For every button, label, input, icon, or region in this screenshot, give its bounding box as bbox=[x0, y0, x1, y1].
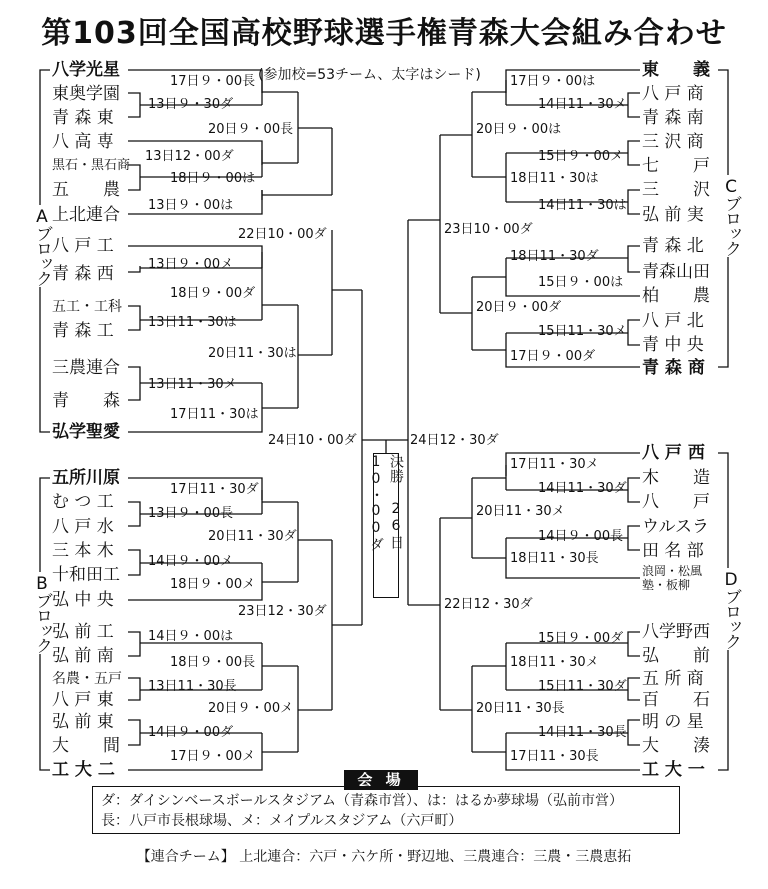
match-label: 20日９・00ダ bbox=[476, 300, 562, 315]
match-label: 17日11・30長 bbox=[510, 749, 599, 764]
match-label: 13日11・30長 bbox=[148, 679, 237, 694]
match-label: 24日12・30ダ bbox=[410, 433, 499, 448]
match-label: 15日11・30メ bbox=[538, 324, 627, 339]
team-right: 田 名 部 bbox=[642, 541, 704, 561]
team-right: 青 森 商 bbox=[642, 358, 705, 378]
team-left: 弘 前 東 bbox=[52, 712, 114, 732]
venue-line-1: ダ：ダイシンベースボールスタジアム（青森市営）、は：はるか夢球場（弘前市営） bbox=[101, 793, 623, 809]
match-label: 13日11・30は bbox=[148, 315, 237, 330]
match-label: 18日11・30メ bbox=[510, 655, 599, 670]
match-label: 22日12・30ダ bbox=[444, 597, 533, 612]
match-label: 17日11・30ダ bbox=[170, 482, 259, 497]
team-right: 八 戸 西 bbox=[642, 443, 705, 463]
team-left: む つ 工 bbox=[52, 492, 114, 512]
match-label: 13日11・30メ bbox=[148, 377, 237, 392]
match-label: 23日12・30ダ bbox=[238, 604, 327, 619]
match-label: 15日11・30ダ bbox=[538, 679, 627, 694]
match-label: 13日12・00ダ bbox=[145, 149, 234, 164]
venue-legend bbox=[92, 786, 680, 834]
match-label: 17日11・30は bbox=[170, 407, 259, 422]
match-label: 15日９・00ダ bbox=[538, 631, 624, 646]
match-label: 20日11・30は bbox=[208, 346, 297, 361]
final-match-box: 決勝 26日 10・00ダ bbox=[373, 453, 399, 598]
match-label: 15日９・00は bbox=[538, 275, 624, 290]
team-left: 東奥学園 bbox=[52, 84, 120, 104]
team-left: 青 森 東 bbox=[52, 108, 114, 128]
team-left: 青 森 西 bbox=[52, 264, 114, 284]
page-title: 第103回全国高校野球選手権青森大会組み合わせ bbox=[41, 16, 727, 51]
match-label: 20日11・30ダ bbox=[208, 529, 297, 544]
team-left: 大 間 bbox=[52, 736, 120, 756]
team-right: 木 造 bbox=[642, 468, 710, 488]
team-left: 五工・工科 bbox=[52, 299, 122, 315]
subtitle: (参加校=53チーム、太字はシード) bbox=[258, 67, 481, 83]
team-left: 八 戸 水 bbox=[52, 517, 114, 537]
team-right: 三 沢 bbox=[642, 180, 710, 200]
block-a-label: Aブロック bbox=[30, 205, 55, 287]
team-right: ウルスラ bbox=[642, 517, 709, 537]
match-label: 20日９・00メ bbox=[208, 701, 294, 716]
match-label: 17日９・00メ bbox=[170, 749, 256, 764]
team-right: 五 所 商 bbox=[642, 669, 704, 689]
team-right: 七 戸 bbox=[642, 156, 710, 176]
block-b-label: Bブロック bbox=[30, 572, 55, 654]
team-right: 八 戸 北 bbox=[642, 311, 704, 331]
match-label: 14日11・30は bbox=[538, 198, 627, 213]
team-right: 青 森 北 bbox=[642, 236, 704, 256]
match-label: 14日９・00は bbox=[148, 629, 234, 644]
match-label: 14日11・30メ bbox=[538, 97, 627, 112]
team-right: 三 沢 商 bbox=[642, 132, 704, 152]
team-left: 八学光星 bbox=[52, 60, 120, 80]
team-left: 弘 前 南 bbox=[52, 646, 114, 666]
team-left: 工 大 二 bbox=[52, 760, 115, 780]
team-right: 大 湊 bbox=[642, 736, 710, 756]
venue-line-2: 長：八戸市長根球場、メ：メイプルスタジアム（六戸町） bbox=[101, 813, 463, 829]
match-label: 20日９・00は bbox=[476, 122, 562, 137]
match-label: 20日９・00長 bbox=[208, 122, 294, 137]
match-label: 17日９・00長 bbox=[170, 74, 256, 89]
team-left: 五 農 bbox=[52, 180, 120, 200]
match-label: 14日９・00メ bbox=[148, 554, 234, 569]
team-left: 青 森 工 bbox=[52, 321, 114, 341]
team-left: 弘学聖愛 bbox=[52, 422, 120, 442]
team-left: 十和田工 bbox=[52, 565, 120, 585]
team-left: 八 戸 工 bbox=[52, 236, 114, 256]
team-left: 三 本 木 bbox=[52, 541, 114, 561]
team-right: 八 戸 商 bbox=[642, 84, 704, 104]
team-left: 弘 中 央 bbox=[52, 590, 114, 610]
match-label: 18日９・00メ bbox=[170, 577, 256, 592]
team-left: 黒石・黒石商 bbox=[52, 158, 131, 173]
match-label: 18日９・00は bbox=[170, 171, 256, 186]
match-label: 15日９・00メ bbox=[538, 149, 624, 164]
joint-teams-note: 【連合チーム】 上北連合：六戸・六ケ所・野辺地、三農連合：三農・三農恵拓 bbox=[136, 849, 632, 865]
match-label: 17日９・00は bbox=[510, 74, 596, 89]
team-right: 東 義 bbox=[642, 60, 710, 80]
team-right: 工 大 一 bbox=[642, 760, 705, 780]
match-label: 13日９・30ダ bbox=[148, 97, 234, 112]
match-label: 13日９・00長 bbox=[148, 506, 234, 521]
team-right: 弘 前 実 bbox=[642, 205, 704, 225]
match-label: 18日11・30は bbox=[510, 171, 599, 186]
match-label: 18日９・00長 bbox=[170, 655, 256, 670]
match-label: 13日９・00は bbox=[148, 198, 234, 213]
block-d-label: Dブロック bbox=[719, 568, 744, 650]
match-label: 23日10・00ダ bbox=[444, 222, 533, 237]
team-right: 青森山田 bbox=[642, 262, 710, 282]
team-left: 名農・五戸 bbox=[52, 671, 122, 687]
match-label: 18日９・00ダ bbox=[170, 286, 256, 301]
team-left: 五所川原 bbox=[52, 468, 120, 488]
team-right: 百 石 bbox=[642, 690, 710, 710]
match-label: 24日10・00ダ bbox=[268, 433, 357, 448]
match-label: 20日11・30メ bbox=[476, 504, 565, 519]
team-right: 弘 前 bbox=[642, 646, 710, 666]
match-label: 18日11・30ダ bbox=[510, 249, 599, 264]
team-right: 明 の 星 bbox=[642, 712, 704, 732]
team-right: 八 戸 bbox=[642, 492, 710, 512]
team-right: 八学野西 bbox=[642, 622, 710, 642]
team-left: 青 森 bbox=[52, 391, 120, 411]
team-right: 柏 農 bbox=[642, 286, 710, 306]
match-label: 14日９・00長 bbox=[538, 529, 624, 544]
team-left: 八 戸 東 bbox=[52, 690, 114, 710]
match-label: 17日11・30メ bbox=[510, 457, 599, 472]
match-label: 20日11・30長 bbox=[476, 701, 565, 716]
team-left: 三農連合 bbox=[52, 358, 120, 378]
match-label: 22日10・00ダ bbox=[238, 227, 327, 242]
match-label: 14日11・30長 bbox=[538, 725, 627, 740]
venue-title: 会 場 bbox=[344, 770, 418, 790]
team-right: 浪岡・松風 塾・板柳 bbox=[642, 564, 703, 592]
team-right: 青 森 南 bbox=[642, 108, 704, 128]
team-left: 八 高 専 bbox=[52, 132, 114, 152]
match-label: 18日11・30長 bbox=[510, 551, 599, 566]
team-right: 青 中 央 bbox=[642, 335, 704, 355]
block-c-label: Cブロック bbox=[719, 175, 744, 257]
team-left: 上北連合 bbox=[52, 205, 120, 225]
match-label: 14日11・30ダ bbox=[538, 481, 627, 496]
match-label: 14日９・00ダ bbox=[148, 725, 234, 740]
match-label: 17日９・00ダ bbox=[510, 349, 596, 364]
match-label: 13日９・00メ bbox=[148, 257, 234, 272]
team-left: 弘 前 工 bbox=[52, 622, 114, 642]
